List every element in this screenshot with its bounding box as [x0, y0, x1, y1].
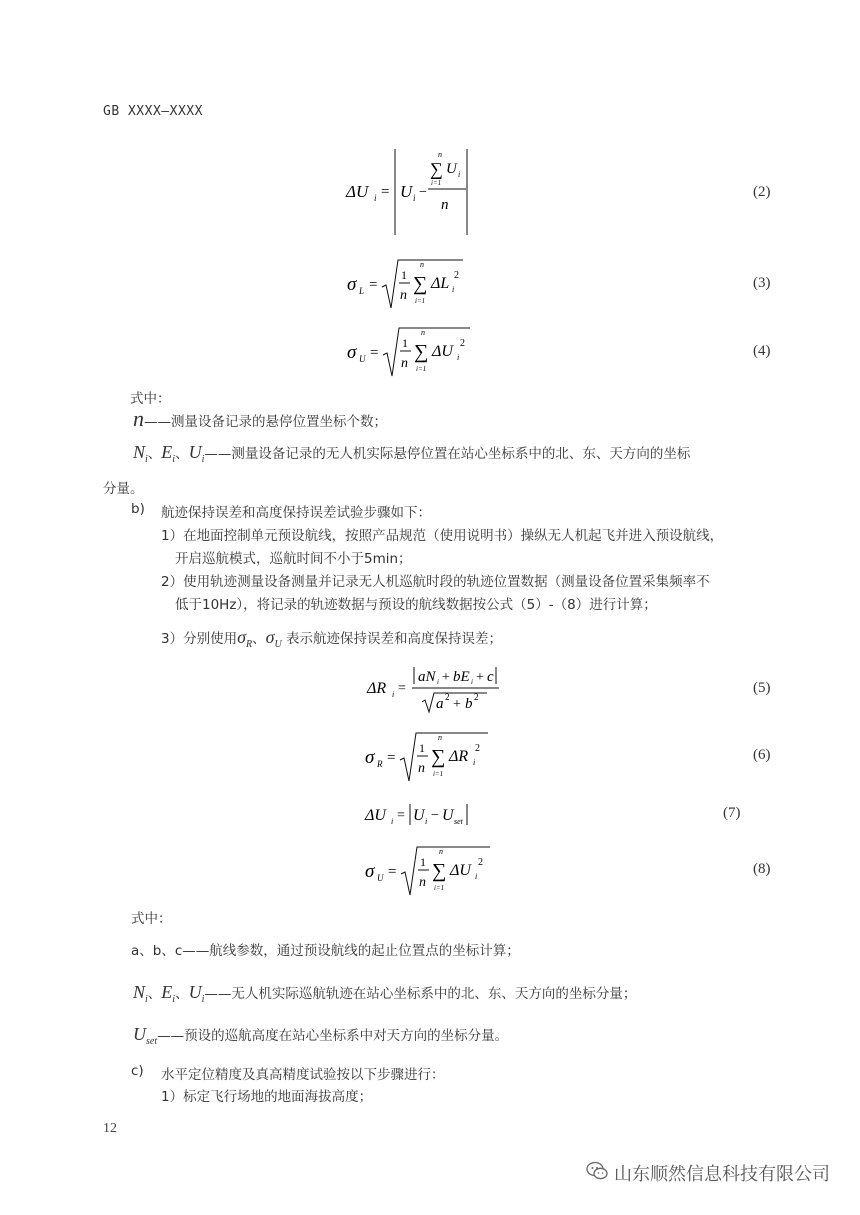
svg-text:U: U: [442, 807, 454, 824]
svg-text:2: 2: [460, 338, 465, 349]
equation-6-graphic: [363, 728, 498, 786]
equation-8: [363, 842, 503, 900]
equation-4-graphic: [345, 323, 480, 381]
u-set-symbol: $U_{set}$: [133, 1024, 158, 1047]
svg-text:=: =: [398, 681, 406, 696]
svg-text:2: 2: [478, 857, 483, 868]
item-c-marker: c): [131, 1063, 144, 1079]
svg-text:set: set: [454, 817, 463, 826]
svg-text:U: U: [359, 354, 366, 364]
svg-text:i: i: [391, 817, 394, 826]
svg-text:n: n: [401, 356, 408, 371]
svg-text:1: 1: [402, 336, 408, 350]
svg-text:=: =: [370, 345, 379, 361]
equation-5-number: (5): [753, 680, 771, 696]
svg-text:σ: σ: [347, 342, 357, 363]
equation-6: [363, 728, 498, 786]
svg-text:i: i: [413, 193, 416, 203]
svg-text:ΔR: ΔR: [367, 680, 387, 697]
e-i-symbol: $E_i$: [161, 442, 176, 465]
n-description: ——测量设备记录的悬停位置坐标个数；: [144, 414, 387, 430]
svg-text:ΔU: ΔU: [450, 862, 471, 879]
svg-text:2: 2: [474, 692, 479, 702]
svg-text:σ: σ: [365, 747, 375, 768]
svg-text:n: n: [438, 150, 442, 159]
svg-text:U: U: [446, 161, 457, 177]
equation-8-number: (8): [753, 861, 771, 877]
where-abc-line: a、b、c——航线参数，通过预设航线的起止位置点的坐标计算；: [131, 943, 520, 959]
svg-text:i: i: [437, 678, 439, 686]
equation-3-graphic: [345, 255, 475, 313]
where-label-2: 式中：: [131, 911, 172, 927]
equation-3: [345, 255, 475, 313]
svg-text:=: =: [381, 184, 390, 200]
item-b-step2-line1: 2）使用轨迹测量设备测量并记录无人机巡航时段的轨迹位置数据（测量设备位置采集频率不: [161, 574, 710, 590]
standard-code: GB XXXX—XXXX: [103, 104, 203, 119]
svg-text:n: n: [400, 288, 407, 303]
svg-text:+: +: [442, 670, 450, 685]
watermark-text: 山东顺然信息科技有限公司: [614, 1164, 830, 1185]
svg-text:i: i: [374, 193, 377, 203]
page-number: 12: [103, 1121, 117, 1136]
svg-text:n: n: [421, 328, 425, 337]
svg-text:R: R: [377, 759, 383, 769]
svg-text:U: U: [413, 807, 425, 824]
item-c-title: 水平定位精度及真高精度试验按以下步骤进行：: [161, 1067, 445, 1083]
e-i-symbol-2: $E_i$: [161, 982, 176, 1005]
u-i-symbol-2: $U_i$: [188, 982, 205, 1005]
where-neu-continuation: 分量。: [103, 481, 144, 497]
svg-text:i=1: i=1: [434, 884, 445, 892]
svg-text:i: i: [471, 678, 473, 686]
item-c-step1: 1）标定飞行场地的地面海拔高度；: [161, 1089, 373, 1105]
svg-text:2: 2: [445, 692, 450, 702]
svg-text:=: =: [397, 808, 405, 823]
where-n-line: [133, 406, 387, 432]
svg-text:1: 1: [401, 268, 407, 282]
equation-5: [365, 662, 515, 714]
equation-4-number: (4): [753, 343, 771, 359]
svg-text:i: i: [392, 690, 395, 699]
svg-text:i: i: [458, 170, 461, 179]
svg-text:ΔU: ΔU: [365, 807, 386, 824]
svg-text:L: L: [359, 286, 365, 296]
equation-2-graphic: [340, 145, 480, 240]
item-b-step3-separator: 、: [252, 631, 266, 647]
sigma-r-symbol: $\sigma_R$: [237, 627, 253, 650]
svg-text:=: =: [387, 750, 396, 766]
svg-text:∑: ∑: [414, 341, 429, 363]
watermark: [586, 1160, 830, 1186]
svg-text:n: n: [441, 197, 449, 213]
svg-text:σ: σ: [347, 274, 357, 295]
svg-text:a: a: [436, 696, 444, 712]
svg-text:∑: ∑: [413, 273, 428, 295]
where-neu-line-2: $N_i$、$E_i$、$U_i——$无人机实际巡航轨迹在站心坐标系中的北、东、天方向的坐标分量；: [133, 982, 637, 1005]
equation-6-number: (6): [753, 747, 771, 763]
svg-text:U: U: [400, 182, 413, 201]
svg-text:n: n: [418, 761, 425, 776]
svg-text:i=1: i=1: [415, 297, 426, 305]
equation-3-number: (3): [753, 275, 771, 291]
svg-text:i=1: i=1: [416, 365, 427, 373]
equation-2-number: (2): [753, 184, 771, 200]
equation-4: [345, 323, 480, 381]
svg-text:n: n: [439, 847, 443, 856]
equation-7: [363, 800, 483, 830]
n-i-symbol-2: $N_i$: [133, 982, 148, 1005]
svg-text:n: n: [419, 875, 426, 890]
svg-text:ΔU: ΔU: [346, 182, 369, 201]
svg-text:i: i: [425, 817, 428, 826]
svg-text:∑: ∑: [432, 860, 447, 882]
u-i-symbol: $U_i$: [188, 442, 205, 465]
svg-text:n: n: [438, 733, 442, 742]
svg-text:−: −: [431, 808, 439, 823]
where-neu-line: $N_i$、$E_i$、$U_i——$测量设备记录的无人机实际悬停位置在站心坐标系中的北、东、天方向的坐标: [133, 442, 691, 465]
item-b-step1-line1: 1）在地面控制单元预设航线，按照产品规范（使用说明书）操纵无人机起飞并进入预设航线，: [161, 528, 724, 544]
wechat-icon: [586, 1161, 608, 1185]
svg-text:U: U: [377, 873, 384, 883]
item-b-step3: [161, 627, 502, 650]
svg-text:b: b: [465, 696, 473, 712]
svg-text:aN: aN: [418, 669, 436, 685]
svg-text:=: =: [388, 864, 397, 880]
uset-description: ——预设的巡航高度在站心坐标系中对天方向的坐标分量。: [157, 1028, 509, 1044]
svg-text:∑: ∑: [431, 746, 446, 768]
svg-text:+: +: [476, 670, 484, 685]
svg-text:n: n: [420, 260, 424, 269]
svg-text:c: c: [487, 669, 494, 685]
svg-text:i=1: i=1: [433, 770, 444, 778]
item-b-marker: b): [131, 501, 145, 517]
item-b-title: 航迹保持误差和高度保持误差试验步骤如下：: [161, 505, 431, 521]
svg-text:i: i: [452, 285, 455, 294]
svg-text:ΔL: ΔL: [431, 275, 450, 292]
item-b-step2-line2: 低于10Hz），将记录的轨迹数据与预设的航线数据按公式（5）-（8）进行计算；: [175, 597, 657, 613]
neu-description-2: ——无人机实际巡航轨迹在站心坐标系中的北、东、天方向的坐标分量；: [204, 986, 637, 1002]
svg-text:i: i: [457, 353, 460, 362]
svg-text:2: 2: [454, 270, 459, 281]
equation-5-graphic: [365, 662, 515, 714]
item-b-step1-line2: 开启巡航模式，巡航时间不小于5min；: [175, 551, 412, 567]
svg-text:ΔU: ΔU: [432, 343, 453, 360]
neu-description: ——测量设备记录的无人机实际悬停位置在站心坐标系中的北、东、天方向的坐标: [204, 446, 691, 462]
svg-text:1: 1: [419, 741, 425, 755]
svg-text:σ: σ: [365, 861, 375, 882]
svg-text:bE: bE: [453, 669, 470, 685]
svg-text:−: −: [419, 185, 427, 200]
n-i-symbol: $N_i$: [133, 442, 148, 465]
equation-7-number: (7): [723, 805, 741, 821]
equation-7-graphic: [363, 800, 483, 830]
sigma-u-symbol: $\sigma_U$: [265, 627, 282, 650]
svg-text:2: 2: [475, 743, 480, 754]
svg-text:∑: ∑: [430, 159, 443, 179]
where-label-1: 式中：: [130, 391, 171, 407]
svg-text:i=1: i=1: [431, 179, 442, 187]
n-symbol: n: [133, 406, 144, 431]
svg-text:i: i: [475, 872, 478, 881]
svg-text:1: 1: [420, 855, 426, 869]
item-b-step3-suffix: 表示航迹保持误差和高度保持误差；: [286, 631, 503, 647]
svg-text:ΔR: ΔR: [449, 748, 469, 765]
equation-2: [340, 145, 480, 240]
equation-8-graphic: [363, 842, 503, 900]
item-b-step3-prefix: 3）分别使用: [161, 631, 238, 647]
svg-text:=: =: [369, 277, 378, 293]
svg-text:+: +: [453, 697, 461, 712]
where-uset-line: [133, 1024, 508, 1047]
svg-text:i: i: [473, 758, 476, 767]
